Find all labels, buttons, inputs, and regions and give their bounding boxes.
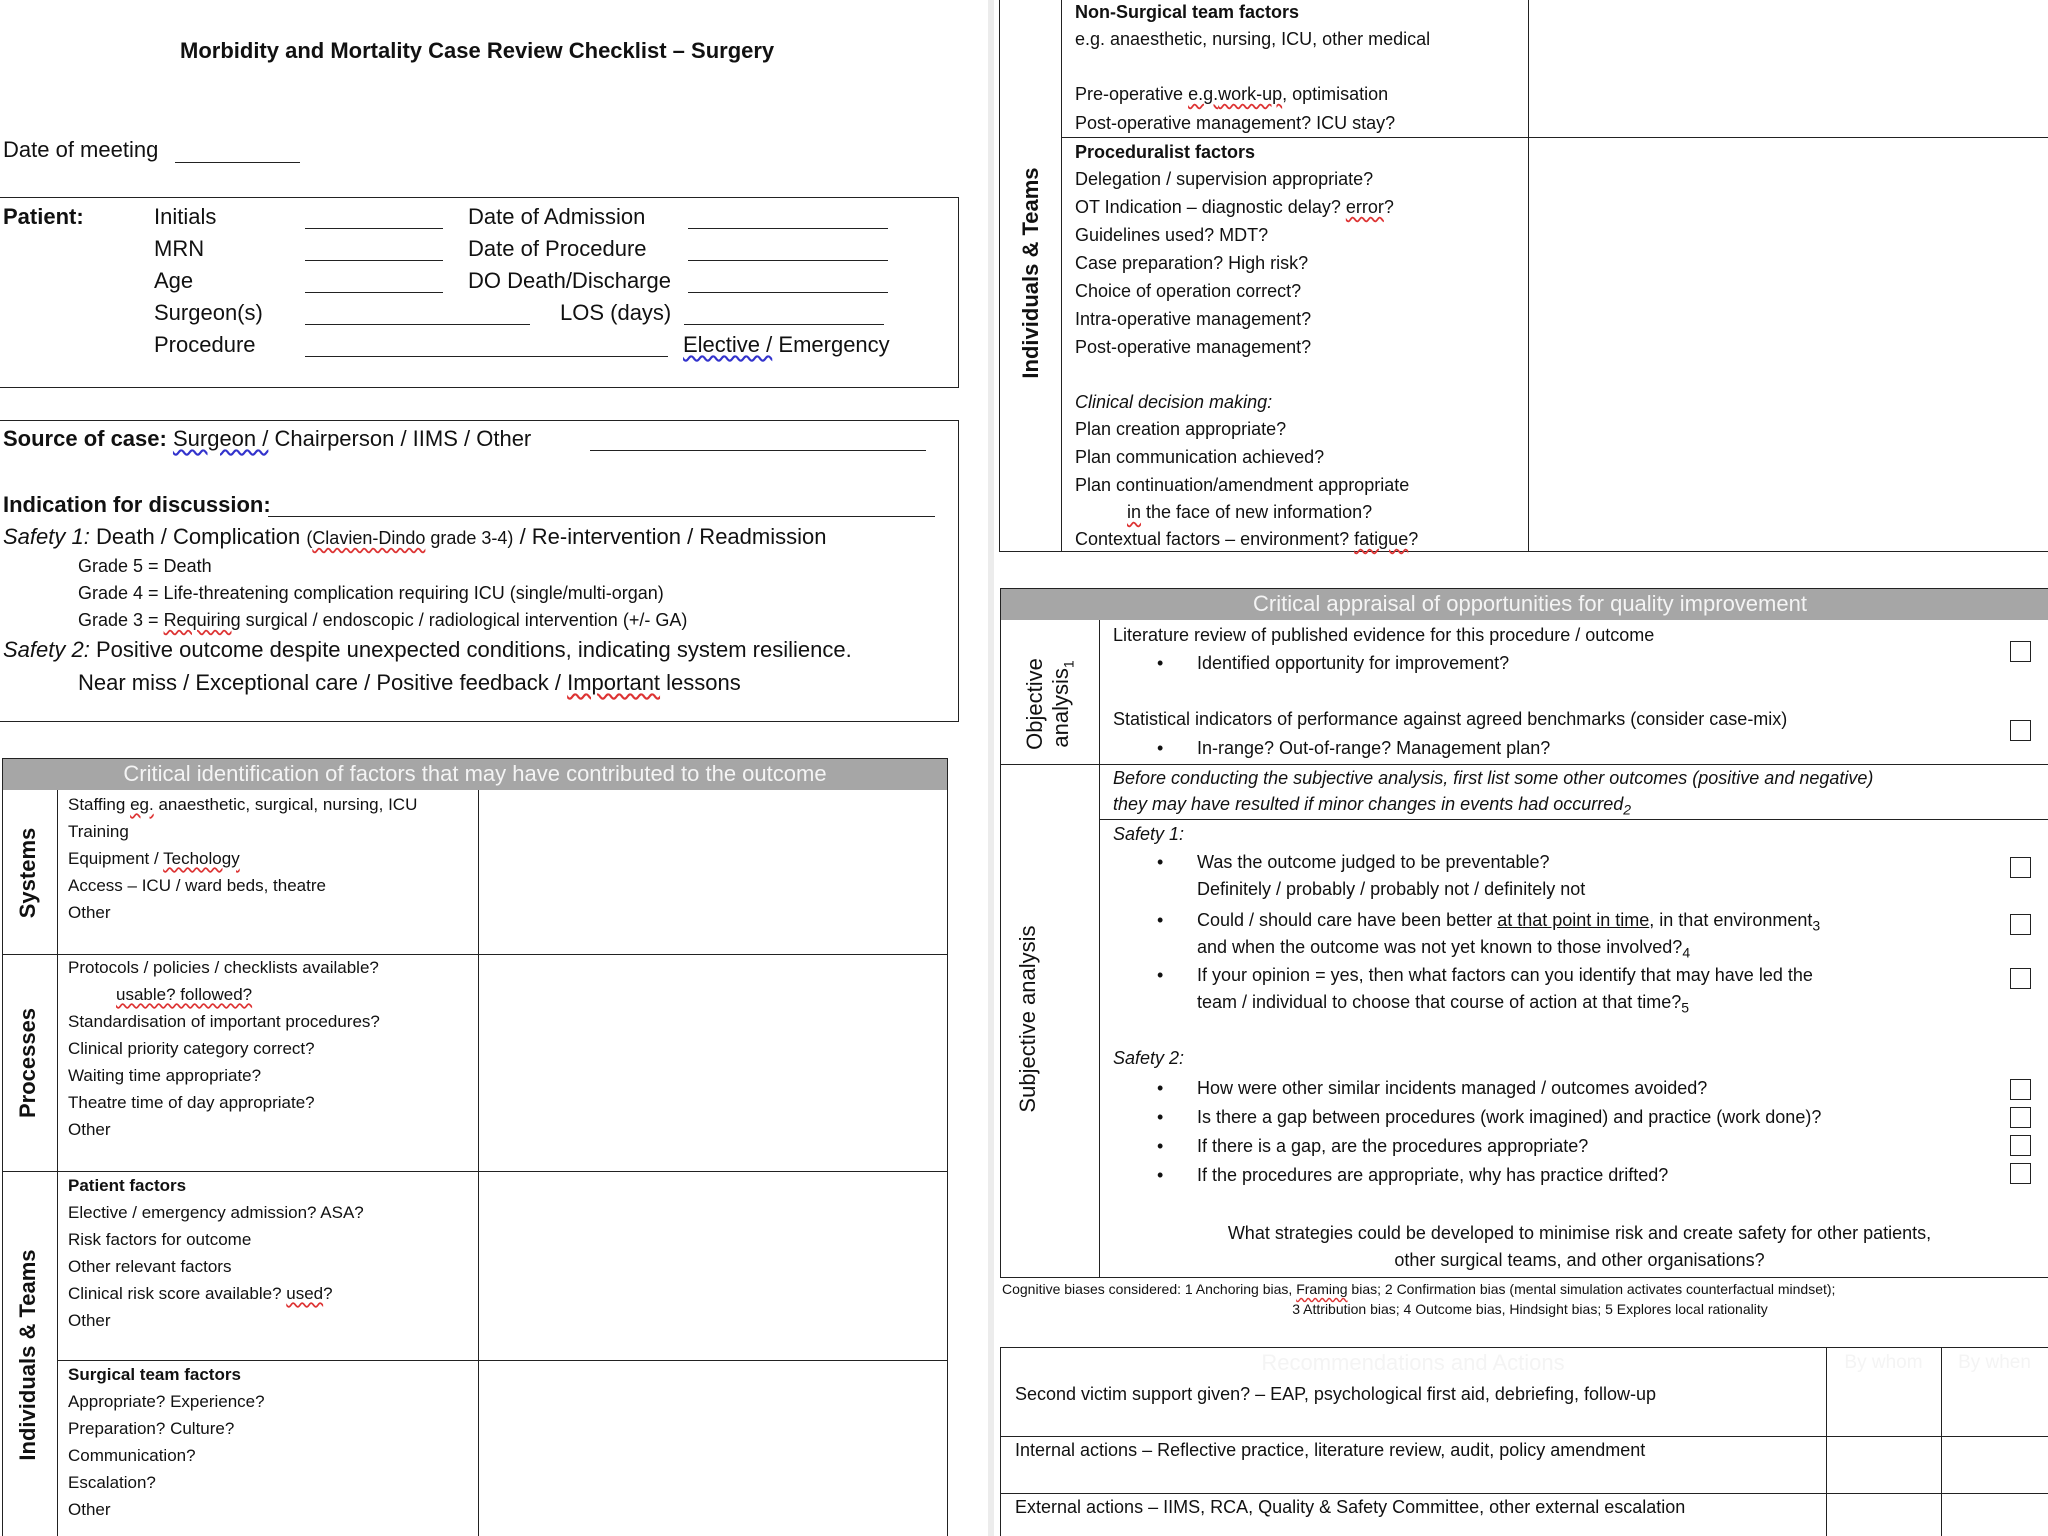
- preop-eg: e.g.: [1188, 84, 1219, 104]
- age-field[interactable]: [305, 292, 443, 293]
- procedures-appropriate-line: If there is a gap, are the procedures appropriate?: [1197, 1136, 1589, 1156]
- grade4-line: Grade 4 = Life-threatening complication requiring ICU (single/multi-organ): [78, 583, 664, 603]
- biases-anchoring: Cognitive biases considered: 1 Anchoring bias,: [1002, 1281, 1297, 1297]
- source-options[interactable]: Chairperson / IIMS / Other: [274, 426, 532, 451]
- lit-review-line: Literature review of published evidence for this procedure / outcome: [1113, 625, 1655, 645]
- source-label: Source of case:: [3, 426, 167, 451]
- source-other-field[interactable]: [590, 450, 926, 451]
- care-better-point-in-time: at that point in time: [1497, 910, 1650, 930]
- postop-mgmt-line: Post-operative management?: [1075, 337, 1312, 357]
- date-admission-field[interactable]: [688, 228, 888, 229]
- systems-other-line: Other: [68, 903, 111, 922]
- safety2-subhead: Safety 2:: [1113, 1048, 1185, 1068]
- surgical-other-line: Other: [68, 1500, 111, 1519]
- patient-factors-divider: [57, 1360, 948, 1361]
- preventable-options: Definitely / probably / probably not / definitely not: [1197, 879, 1586, 899]
- procedure-field[interactable]: [305, 356, 668, 357]
- safety2-text: Positive outcome despite unexpected conditions, indicating system resilience.: [95, 637, 852, 662]
- care-better-text: Could / should care have been better: [1197, 910, 1498, 930]
- safety1-subhead: Safety 1:: [1113, 824, 1185, 844]
- intraop-line: Intra-operative management?: [1075, 309, 1312, 329]
- clinical-risk-text: Clinical risk score available?: [68, 1284, 287, 1303]
- ot-indication-error: error: [1345, 197, 1384, 217]
- bullet-icon: •: [1157, 1165, 1164, 1185]
- objective-subjective-divider: [1000, 764, 2048, 765]
- objective-analysis-label: [1022, 624, 1078, 784]
- clinical-risk-used: used: [286, 1284, 324, 1303]
- emergency-option[interactable]: Emergency: [778, 332, 890, 357]
- safety2-label: Safety 2:: [3, 637, 90, 662]
- indication-label: Indication for discussion:: [3, 492, 271, 517]
- protocols-line: Protocols / policies / checklists available?: [68, 958, 379, 977]
- new-information-line: [1127, 502, 1372, 523]
- bullet-icon: •: [1157, 1078, 1164, 1098]
- ot-indication-text: OT Indication – diagnostic delay?: [1075, 197, 1346, 217]
- staffing-text: Staffing: [68, 795, 126, 814]
- source-surgeon[interactable]: Surgeon /: [172, 426, 269, 451]
- processes-label: Processes: [15, 1007, 40, 1119]
- recommendations-header: Recommendations and Actions: [1261, 1350, 1565, 1375]
- appraisal-header: Critical appraisal of opportunities for quality improvement: [1000, 588, 2048, 620]
- preventable-checkbox[interactable]: [2010, 857, 2031, 878]
- surgical-team-title: Surgical team factors: [68, 1365, 241, 1384]
- preop-optimisation: , optimisation: [1282, 84, 1389, 104]
- by-whom-header: By whom: [1844, 1352, 1923, 1373]
- safety1-text: Death / Complication: [95, 524, 301, 549]
- nonsurgical-title: [1075, 2, 1299, 23]
- by-when-col: [1941, 1347, 1942, 1536]
- patient-label: Patient:: [3, 204, 84, 229]
- procedures-appropriate-checkbox[interactable]: [2010, 1135, 2031, 1156]
- page-divider: [988, 0, 994, 1536]
- risk-factors-line: Risk factors for outcome: [68, 1230, 252, 1249]
- external-actions-row: External actions – IIMS, RCA, Quality & Safety Committee, other external escalation: [1015, 1497, 1686, 1517]
- elective-emergency[interactable]: [683, 332, 890, 358]
- contextual-text: Contextual factors – environment?: [1075, 529, 1355, 549]
- care-better-line2-text: and when the outcome was not yet known to those involved?: [1197, 937, 1683, 957]
- safety1-row: [3, 524, 826, 550]
- preop-line: [1075, 84, 1388, 105]
- bullet-icon: •: [1157, 1107, 1164, 1127]
- do-death-field[interactable]: [688, 292, 888, 293]
- nonsurgical-divider: [1061, 137, 2048, 138]
- objective-analysis-text: Objective analysis: [1022, 658, 1073, 750]
- care-better-line2: [1197, 937, 1690, 961]
- initials-field[interactable]: [305, 228, 443, 229]
- biases-line2: 3 Attribution bias; 4 Outcome bias, Hindsight bias; 5 Explores local rationality: [1292, 1301, 1768, 1317]
- grade-range: grade 3-4): [425, 528, 514, 548]
- clavien-dindo: [306, 528, 513, 548]
- strategies-line1: What strategies could be developed to minimise risk and create safety for other patients,: [1227, 1223, 1932, 1243]
- new-info-text: the face of new information?: [1141, 502, 1373, 522]
- standardisation-line: Standardisation of important procedures?: [68, 1012, 380, 1031]
- source-row: [3, 426, 531, 452]
- preventable-line: Was the outcome judged to be preventable?: [1197, 852, 1550, 872]
- bullet-icon: •: [1157, 738, 1164, 758]
- safety1-rest: / Re-intervention / Readmission: [519, 524, 827, 549]
- strategies-line2: other surgical teams, and other organisations?: [1394, 1250, 1765, 1270]
- systems-divider: [2, 954, 948, 955]
- safety1-label: Safety 1:: [3, 524, 90, 549]
- date-of-meeting-label: Date of meeting: [3, 137, 159, 162]
- by-when-header: By when: [1958, 1352, 2031, 1373]
- factors-header: Critical identification of factors that may have contributed to the outcome: [2, 758, 948, 790]
- elective-option[interactable]: Elective /: [683, 332, 773, 357]
- ot-indication-q: ?: [1383, 197, 1394, 217]
- usable-followed-line: usable? followed?: [116, 985, 253, 1004]
- indication-field[interactable]: [268, 516, 935, 517]
- access-line: Access – ICU / ward beds, theatre: [68, 876, 326, 895]
- practice-drifted-checkbox[interactable]: [2010, 1163, 2031, 1184]
- clinical-decision-title: Clinical decision making:: [1075, 392, 1273, 412]
- rec-row-divider-1: [1000, 1436, 2048, 1437]
- surgeons-field[interactable]: [305, 324, 530, 325]
- proceduralist-title: Proceduralist factors: [1075, 142, 1256, 162]
- case-prep-line: Case preparation? High risk?: [1075, 253, 1309, 273]
- delegation-line: Delegation / supervision appropriate?: [1075, 169, 1374, 189]
- care-better-line: [1197, 910, 1820, 934]
- care-better-ref4: 4: [1682, 944, 1691, 961]
- mrn-label: MRN: [154, 236, 205, 261]
- clinical-risk-q: ?: [323, 1284, 333, 1303]
- safety2-row: [3, 637, 852, 663]
- contextual-q: ?: [1408, 529, 1419, 549]
- internal-actions-row: Internal actions – Reflective practice, literature review, audit, policy amendment: [1015, 1440, 1646, 1460]
- second-victim-row: Second victim support given? – EAP, psychological first aid, debriefing, follow-up: [1015, 1384, 1657, 1404]
- clavien-dindo-word: Clavien-Dindo: [312, 528, 426, 548]
- bullet-icon: •: [1157, 965, 1164, 985]
- opinion-checkbox[interactable]: [2010, 968, 2031, 989]
- gap-checkbox[interactable]: [2010, 1107, 2031, 1128]
- appropriate-line: Appropriate? Experience?: [68, 1392, 265, 1411]
- guidelines-line: Guidelines used? MDT?: [1075, 225, 1269, 245]
- theatre-time-line: Theatre time of day appropriate?: [68, 1093, 315, 1112]
- nonsurgical-eg: e.g. anaesthetic, nursing, ICU, other medical: [1075, 29, 1431, 49]
- preparation-line: Preparation? Culture?: [68, 1419, 235, 1438]
- opinion-line2: [1197, 992, 1689, 1016]
- individuals-teams-label-right: Individuals & Teams: [1018, 167, 1043, 379]
- individuals-teams-label-left: Individuals & Teams: [15, 1249, 40, 1461]
- paren-open: (: [306, 528, 313, 548]
- date-admission-label: Date of Admission: [468, 204, 646, 229]
- systems-label: Systems: [15, 827, 40, 919]
- grade3-requiring: Requiring: [163, 610, 241, 630]
- gap-line: Is there a gap between procedures (work imagined) and practice (work done)?: [1197, 1107, 1822, 1127]
- contextual-line: [1075, 529, 1418, 550]
- biases-line1: [1002, 1281, 1835, 1297]
- contextual-fatigue: fatigue: [1354, 529, 1409, 549]
- los-label: LOS (days): [560, 300, 672, 325]
- escalation-line: Escalation?: [68, 1473, 156, 1492]
- before-divider: [1099, 819, 2048, 820]
- surgeons-label: Surgeon(s): [154, 300, 263, 325]
- clinical-risk-line: [68, 1284, 333, 1304]
- care-better-ref3: 3: [1812, 917, 1821, 934]
- grade3-line: [78, 610, 687, 631]
- individuals-teams-continued-table: [999, 0, 2048, 552]
- preop-text: Pre-operative: [1075, 84, 1189, 104]
- date-procedure-field[interactable]: [688, 260, 888, 261]
- date-of-meeting-field[interactable]: [175, 162, 300, 163]
- practice-drifted-line: If the procedures are appropriate, why has practice drifted?: [1197, 1165, 1669, 1185]
- waiting-time-line: Waiting time appropriate?: [68, 1066, 262, 1085]
- elective-emergency-line: Elective / emergency admission? ASA?: [68, 1203, 364, 1222]
- in-range-line: In-range? Out-of-range? Management plan?: [1197, 738, 1551, 758]
- similar-incidents-checkbox[interactable]: [2010, 1079, 2031, 1100]
- choice-operation-line: Choice of operation correct?: [1075, 281, 1302, 301]
- lit-review-checkbox[interactable]: [2010, 641, 2031, 662]
- opinion-ref5: 5: [1681, 999, 1690, 1016]
- equipment-text: Equipment /: [68, 849, 164, 868]
- objective-analysis-ref: 1: [1060, 660, 1077, 669]
- right-top-label-col: [1061, 0, 1062, 552]
- age-label: Age: [154, 268, 194, 293]
- plan-continuation-line: Plan continuation/amendment appropriate: [1075, 475, 1410, 495]
- postop-icu-line: Post-operative management? ICU stay?: [1075, 113, 1396, 133]
- bullet-icon: •: [1157, 852, 1164, 872]
- equipment-line: [68, 849, 240, 869]
- date-procedure-label: Date of Procedure: [468, 236, 647, 261]
- ot-indication-line: [1075, 197, 1394, 218]
- initials-label: Initials: [154, 204, 217, 229]
- bullet-icon: •: [1157, 1136, 1164, 1156]
- staffing-eg: eg.: [130, 795, 154, 814]
- training-line: Training: [68, 822, 129, 841]
- identified-line: Identified opportunity for improvement?: [1197, 653, 1510, 673]
- before-line2-text: they may have resulted if minor changes in events had occurred: [1113, 794, 1624, 814]
- grade5-line: Grade 5 = Death: [78, 556, 212, 576]
- opinion-line1: If your opinion = yes, then what factors can you identify that may have led the: [1197, 965, 1813, 985]
- factors-label-col: [57, 790, 58, 1536]
- communication-line: Communication?: [68, 1446, 196, 1465]
- subjective-analysis-label: Subjective analysis: [1015, 925, 1040, 1113]
- before-ref: 2: [1623, 801, 1632, 818]
- near-miss-suffix: lessons: [660, 670, 741, 695]
- bullet-icon: •: [1157, 653, 1164, 673]
- procedure-label: Procedure: [154, 332, 256, 357]
- patient-factors-title: Patient factors: [68, 1176, 187, 1195]
- biases-confirmation: bias; 2 Confirmation bias (mental simulation activates counterfactual mindset);: [1347, 1281, 1836, 1297]
- similar-incidents-line: How were other similar incidents managed / outcomes avoided?: [1197, 1078, 1708, 1098]
- grade3-prefix: Grade 3 =: [78, 610, 164, 630]
- statistical-checkbox[interactable]: [2010, 720, 2031, 741]
- processes-other-line: Other: [68, 1120, 111, 1139]
- new-info-in: in: [1127, 502, 1142, 522]
- processes-divider: [2, 1171, 948, 1172]
- opinion-line2-text: team / individual to choose that course of action at that time?: [1197, 992, 1682, 1012]
- los-field[interactable]: [684, 324, 884, 325]
- care-better-environment: , in that environment: [1649, 910, 1813, 930]
- equipment-techology: Techology: [163, 849, 240, 868]
- before-line2: [1113, 794, 1631, 818]
- do-death-label: DO Death/Discharge: [468, 268, 671, 293]
- right-top-notes-col: [1528, 0, 1529, 552]
- rec-row-divider-2: [1000, 1493, 2048, 1494]
- bullet-icon: •: [1157, 910, 1164, 930]
- clinical-priority-line: Clinical priority category correct?: [68, 1039, 315, 1058]
- by-whom-col: [1826, 1347, 1827, 1536]
- preop-workup: work-up: [1218, 84, 1283, 104]
- staffing-examples: anaesthetic, surgical, nursing, ICU: [158, 795, 418, 814]
- plan-creation-line: Plan creation appropriate?: [1075, 419, 1287, 439]
- appraisal-label-col: [1099, 620, 1100, 1278]
- patient-other-line: Other: [68, 1311, 111, 1330]
- biases-framing: Framing: [1296, 1281, 1348, 1297]
- near-miss-prefix: Near miss / Exceptional care / Positive feedback /: [78, 670, 568, 695]
- other-relevant-line: Other relevant factors: [68, 1257, 232, 1276]
- staffing-line: [68, 795, 417, 815]
- plan-communication-line: Plan communication achieved?: [1075, 447, 1325, 467]
- before-line1: Before conducting the subjective analysis, first list some other outcomes (positive and negative): [1113, 768, 1874, 788]
- near-miss-line: [78, 670, 741, 696]
- near-miss-important: Important: [567, 670, 661, 695]
- grade3-suffix: surgical / endoscopic / radiological intervention (+/- GA): [240, 610, 688, 630]
- nonsurgical-rest: -Surgical team factors: [1110, 2, 1300, 22]
- mrn-field[interactable]: [305, 260, 443, 261]
- page-title: Morbidity and Mortality Case Review Checklist – Surgery: [180, 38, 775, 63]
- care-better-checkbox[interactable]: [2010, 914, 2031, 935]
- statistical-line: Statistical indicators of performance against agreed benchmarks (consider case-mix): [1113, 709, 1788, 729]
- factors-notes-col: [478, 790, 479, 1536]
- nonsurgical-non: Non: [1075, 2, 1110, 22]
